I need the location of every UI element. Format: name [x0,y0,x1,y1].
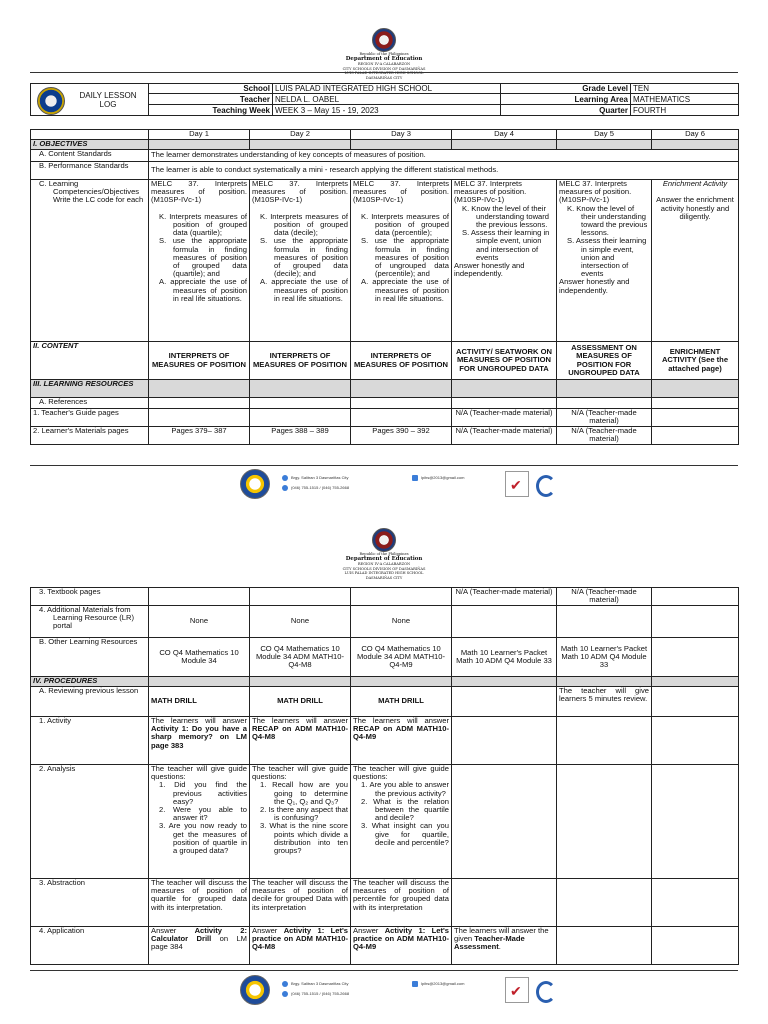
textbook-label: 3. Textbook pages [31,588,149,606]
region-line: REGION IV-A CALABARZON [357,62,411,67]
area-label: Learning Area [501,94,631,105]
application-day-4: The learners will answer the given Teacher-Made Assessment. [452,927,557,965]
email-item: lpihs@2013@gmail.com [412,475,464,481]
teachers-guide-label: 1. Teacher's Guide pages [31,409,149,427]
lesson-table-page-1 [30,129,739,445]
location-icon [282,475,288,481]
teacher-label: Teacher [149,94,273,105]
competency-day-1: MELC 37. Interprets measures of position. (M10SP-IVc-1) K. Interprets measures of position of grouped data (quartile); S. use the appropriate formula in finding measures of position of grouped data (quartile); and A. appreciate the use of measures of position in real life situations. [149,180,250,342]
lr-portal-label: 4. Additional Materials from Learning Resource (LR) portal [31,606,149,638]
competency-day-5: MELC 37. Interprets measures of position. (M10SP-IVc-1) K. Know the level of their understanding toward the previous lessons. S. Assess their learning in simple event, union and intersection of events Answer honestly and independently. [557,180,652,342]
phone-item: (046) 755-1515 / (046) 755-2668 [282,991,349,997]
review-day-2: MATH DRILL [250,687,351,717]
application-day-2: Answer Activity 1: Let's practice on ADM MATH10-Q4-M8 [250,927,351,965]
week-label: Teaching Week [149,105,273,116]
dll-title: DAILY LESSON LOG [79,91,137,109]
review-day-3: MATH DRILL [351,687,452,717]
textbook-day-5: N/A (Teacher-made material) [557,588,652,606]
divider [30,72,738,73]
analysis-label: 2. Analysis [31,765,149,879]
divider [30,465,738,466]
other-day-4: Math 10 Learner's Packet Math 10 ADM Q4 Module 33 [452,638,557,677]
abstraction-day-1: The teacher will discuss the measures of position of quartile for grouped data with its interpretation. [149,879,250,927]
lr-day-2: None [250,606,351,638]
analysis-day-3: The teacher will give guide questions: 1. Are you able to answer the previous activity? 2. What is the relation between the quartile and decile? 3. What insight can you give for quartile, decile and percentile? [351,765,452,879]
teacher-value: NELDA L. OABEL [273,94,501,105]
grade-value: TEN [631,84,739,94]
application-label: 4. Application [31,927,149,965]
day-header: Day 5 [557,130,652,140]
content-day-4: ACTIVITY/ SEATWORK ON MEASURES OF POSITION FOR UNGROUPED DATA [452,342,557,380]
other-resources-label: B. Other Learning Resources [31,638,149,677]
teachers-guide-day-5: N/A (Teacher-made material) [557,409,652,427]
competencies-label: C. Learning Competencies/Objectives Write the LC code for each [31,180,149,342]
learners-materials-day-1: Pages 379– 387 [149,427,250,445]
phone-icon [282,485,288,491]
school-label: School [149,84,273,94]
activity-day-2: The learners will answer RECAP on ADM MATH10-Q4-M8 [250,717,351,765]
learners-materials-day-5: N/A (Teacher-made material) [557,427,652,445]
content-title: II. CONTENT [31,342,149,380]
textbook-day-4: N/A (Teacher-made material) [452,588,557,606]
deped-seal-icon [372,528,396,552]
school-logo-icon [240,469,270,499]
quarter-label: Quarter [501,105,631,116]
teachers-guide-day-4: N/A (Teacher-made material) [452,409,557,427]
performance-standards-value: The learner is able to conduct systematically a mini - research applying the different statistical methods. [149,162,739,180]
email-icon [412,475,418,481]
iso-logo-icon [536,981,556,1003]
day-header: Day 2 [250,130,351,140]
email-icon [412,981,418,987]
phone-item: (046) 755-1515 / (046) 755-2668 [282,485,349,491]
address-item: Brgy. Salitran 3 Dasmariñas City [282,981,349,987]
divider [30,970,738,971]
dll-title-cell [31,84,149,116]
learners-materials-day-2: Pages 388 – 389 [250,427,351,445]
school-logo-icon [240,975,270,1005]
lr-day-3: None [351,606,452,638]
activity-day-1: The learners will answer Activity 1: Do you have a sharp memory? on LM page 383 [149,717,250,765]
address-item: Brgy. Salitran 3 Dasmariñas City [282,475,349,481]
other-day-5: Math 10 Learner's Packet Math 10 ADM Q4 Module 33 [557,638,652,677]
school-line: LUIS PALAD INTEGRATED HIGH SCHOOL [344,71,424,76]
footer [0,974,768,1008]
activity-label: 1. Activity [31,717,149,765]
day-header: Day 3 [351,130,452,140]
content-day-5: ASSESSMENT ON MEASURES OF POSITION FOR UNGROUPED DATA [557,342,652,380]
content-standards-label: A. Content Standards [31,150,149,162]
certification-badge-icon: ✔ [505,977,529,1003]
competency-day-2: MELC 37. Interprets measures of position. (M10SP-IVc-1) K. Interprets measures of position of grouped data (decile); S. use the appropriate formula in finding measures of position of grouped data (decile); and A. appreciate the use of measures of position in real life situations. [250,180,351,342]
lesson-table-page-2 [30,587,739,965]
iso-logo-icon [536,475,556,497]
school-value: LUIS PALAD INTEGRATED HIGH SCHOOL [273,84,501,94]
area-value: MATHEMATICS [631,94,739,105]
review-day-1: MATH DRILL [149,687,250,717]
learners-materials-label: 2. Learner's Materials pages [31,427,149,445]
day-header: Day 6 [652,130,739,140]
analysis-day-2: The teacher will give guide questions: 1. Recall how are you going to determine the Q₁, Q₂ and Q₃? 2. Is there any aspect that is confusing? 3. What is the nine score points which divide a distribution into ten groups? [250,765,351,879]
division-line: CITY SCHOOLS DIVISION OF DASMARIÑAS [342,66,426,71]
abstraction-label: 3. Abstraction [31,879,149,927]
email-item: lpihs@2013@gmail.com [412,981,464,987]
content-day-3: INTERPRETS OF MEASURES OF POSITION [351,342,452,380]
location-icon [282,981,288,987]
day-header: Day 1 [149,130,250,140]
certification-badge-icon: ✔ [505,471,529,497]
content-day-1: INTERPRETS OF MEASURES OF POSITION [149,342,250,380]
other-day-1: CO Q4 Mathematics 10 Module 34 [149,638,250,677]
department-line: Department of Education [345,56,423,63]
content-day-6: ENRICHMENT ACTIVITY (See the attached page) [652,342,739,380]
performance-standards-label: B. Performance Standards [31,162,149,180]
republic-line: Republic of the Philippines [359,52,409,56]
learners-materials-day-3: Pages 390 – 392 [351,427,452,445]
application-day-3: Answer Activity 1: Let's practice on ADM MATH10-Q4-M9 [351,927,452,965]
week-value: WEEK 3 – May 15 - 19, 2023 [273,105,501,116]
abstraction-day-2: The teacher will discuss the measures of position of decile for grouped Data with its interpretation [250,879,351,927]
activity-day-3: The learners will answer RECAP on ADM MATH10-Q4-M9 [351,717,452,765]
competency-day-4: MELC 37. Interprets measures of position. (M10SP-IVc-1) K. Know the level of their understanding toward the previous lessons. S. Assess their learning in simple event, union and intersection of events Answer honestly and independently. [452,180,557,342]
header-table [30,83,739,116]
content-day-2: INTERPRETS OF MEASURES OF POSITION [250,342,351,380]
analysis-day-1: The teacher will give guide questions: 1. Did you find the previous activities easy? 2. Were you able to answer it? 3. Are you now ready to get the measures of position of quartile in a grouped data? [149,765,250,879]
deped-seal-icon [372,28,396,52]
page-one [0,0,768,500]
competency-day-3: MELC 37. Interprets measures of position. (M10SP-IVc-1) K. Interprets measures of position of grouped data (percentile); S. use the appropriate formula in finding measures of position of ungrouped data (percentile); and A. appreciate the use of measures of position in real life situations. [351,180,452,342]
quarter-value: FOURTH [631,105,739,116]
other-day-3: CO Q4 Mathematics 10 Module 34 ADM MATH10-Q4-M9 [351,638,452,677]
footer [0,468,768,502]
references-label: A. References [31,398,149,409]
city-line: DASMARIÑAS CITY [365,75,403,80]
deped-logo-icon [37,87,65,115]
review-label: A. Reviewing previous lesson [31,687,149,717]
procedures-title: IV. PROCEDURES [31,677,149,687]
letterhead: Republic of the Philippines Department of Education REGION IV-A CALABARZON CITY SCHOOLS DIVISION OF DASMARIÑAS LUIS PALAD INTEGRATED HIGH SCHOOL DASMARIÑAS CITY [0,528,768,580]
lr-day-1: None [149,606,250,638]
page-two [0,500,768,1024]
competency-day-6: Enrichment Activity Answer the enrichment activity honestly and diligently. [652,180,739,342]
objectives-title: I. OBJECTIVES [31,140,149,150]
day-header: Day 4 [452,130,557,140]
abstraction-day-3: The teacher will discuss the measures of position of percentile for grouped data with its interpretation [351,879,452,927]
application-day-1: Answer Activity 2: Calculator Drill on LM page 384 [149,927,250,965]
grade-label: Grade Level [501,84,631,94]
learners-materials-day-4: N/A (Teacher-made material) [452,427,557,445]
review-day-5: The teacher will give learners 5 minutes review. [557,687,652,717]
phone-icon [282,991,288,997]
content-standards-value: The learner demonstrates understanding of key concepts of measures of position. [149,150,739,162]
other-day-2: CO Q4 Mathematics 10 Module 34 ADM MATH10-Q4-M8 [250,638,351,677]
resources-title: III. LEARNING RESOURCES [31,380,149,398]
